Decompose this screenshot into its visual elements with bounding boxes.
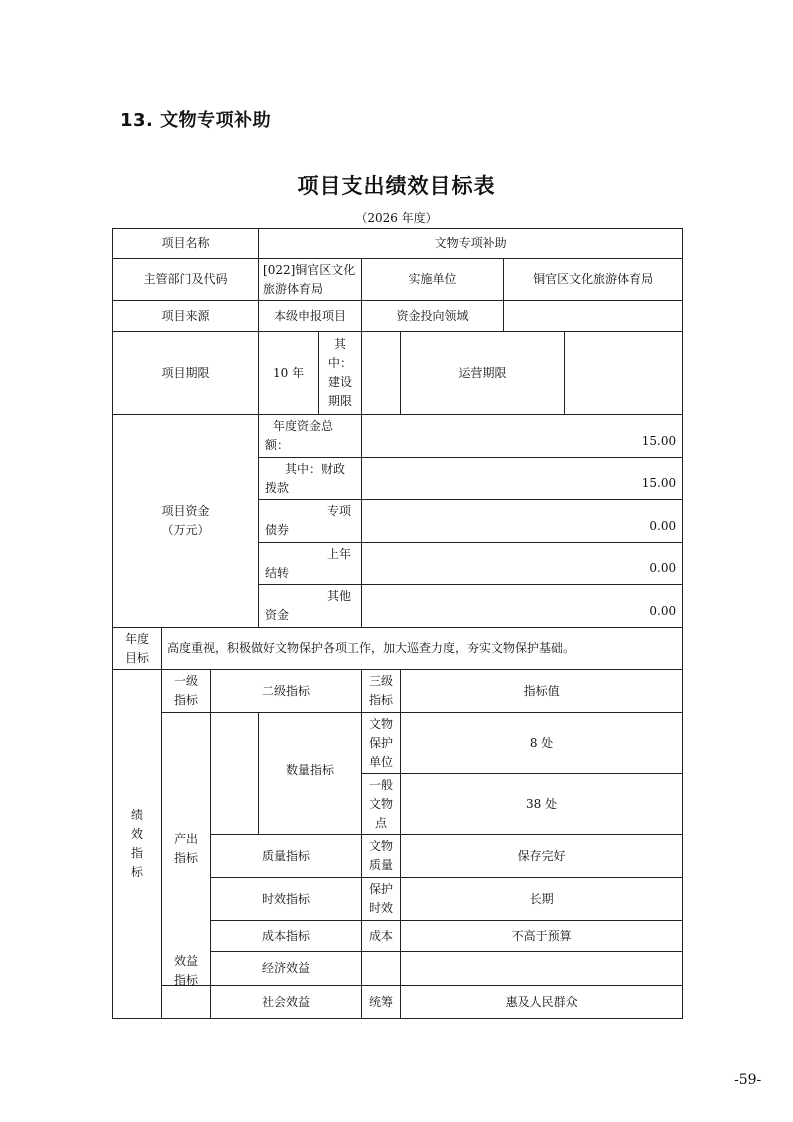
annual-goal-label-1: 年度 — [124, 631, 149, 646]
ops-label: 运营期限 — [401, 332, 565, 415]
cost-label: 成本指标 — [211, 921, 362, 952]
annual-goal-text: 高度重视，积极做好文物保护各项工作，加大巡查力度，夯实文物保护基础。 — [162, 628, 683, 670]
invest-label: 资金投向领域 — [362, 301, 504, 332]
q-item1-line1: 文物 — [369, 716, 394, 731]
header-level3 — [362, 670, 401, 713]
fund-item-value: 0.00 — [362, 500, 683, 543]
economic-item — [362, 952, 401, 986]
impl-value: 铜官区文化旅游体育局 — [504, 259, 683, 301]
fund-item-label-line1: 其他 — [327, 589, 352, 603]
build-period-value — [362, 332, 401, 415]
section-title: 13. 文物专项补助 — [120, 110, 272, 131]
social-item: 统筹 — [362, 986, 401, 1019]
header-level1-line2: 指标 — [173, 693, 198, 707]
time-value: 长期 — [401, 878, 683, 921]
header-level3-line1: 三级 — [369, 674, 394, 688]
quantity-label: 数量指标 — [259, 713, 362, 835]
performance-table — [112, 228, 683, 1019]
fund-item-label-line2: 结转 — [265, 565, 290, 580]
build-label-3: 建设 — [328, 375, 353, 389]
benefit-label-line1: 效益 — [173, 954, 198, 968]
row-project-name — [113, 229, 683, 259]
build-label-4: 期限 — [328, 394, 353, 408]
invest-value — [504, 301, 683, 332]
project-name-label: 项目名称 — [113, 229, 259, 259]
indicator-main-label-1: 绩 — [130, 808, 143, 822]
fund-item-label — [259, 415, 362, 458]
output-label — [162, 713, 211, 986]
cost-item: 成本 — [362, 921, 401, 952]
indicator-main-label-2: 效 — [130, 827, 143, 841]
header-level2: 二级指标 — [211, 670, 362, 713]
annual-goal-label — [113, 628, 162, 670]
project-name-value: 文物专项补助 — [259, 229, 683, 259]
q-item1-line3: 单位 — [369, 754, 394, 769]
fund-item-label-line1: 其中：财政 — [285, 461, 346, 476]
social-label: 社会效益 — [211, 986, 362, 1019]
q-item1 — [362, 713, 401, 774]
source-value: 本级申报项目 — [259, 301, 362, 332]
quality-item — [362, 835, 401, 878]
funds-label-text: 项目资金 — [161, 504, 210, 518]
time-item-line1: 保护 — [369, 882, 394, 896]
indicator-main-label — [113, 670, 162, 1019]
fund-item-value: 0.00 — [362, 543, 683, 585]
quality-item-line1: 文物 — [369, 839, 394, 853]
benefit-label-line2: 指标 — [173, 973, 198, 987]
fund-item-label-line2: 拨款 — [265, 480, 290, 495]
build-label-1: 其 — [334, 337, 347, 351]
q-item1-value: 8 处 — [401, 713, 683, 774]
fund-item-label — [259, 500, 362, 543]
row-funds-total — [113, 415, 683, 458]
q-item2 — [362, 774, 401, 835]
fund-item-label — [259, 458, 362, 500]
row-quantity-1 — [113, 713, 683, 774]
row-indicator-header — [113, 670, 683, 713]
fund-item-label-line1: 年度资金总 — [273, 419, 334, 433]
spacer-cell — [211, 713, 259, 835]
impl-label: 实施单位 — [362, 259, 504, 301]
period-value: 10 年 — [259, 332, 319, 415]
row-period — [113, 332, 683, 415]
header-level3-line2: 指标 — [369, 693, 394, 707]
dept-value — [259, 259, 362, 301]
fund-item-value: 15.00 — [362, 458, 683, 500]
funds-label — [113, 415, 259, 628]
indicator-main-label-3: 指 — [130, 846, 143, 860]
build-period-label — [319, 332, 362, 415]
dept-label: 主管部门及代码 — [113, 259, 259, 301]
fund-item-label — [259, 543, 362, 585]
row-source — [113, 301, 683, 332]
fund-item-label-line2: 资金 — [265, 608, 290, 622]
header-level1-line1: 一级 — [173, 674, 198, 688]
economic-value — [401, 952, 683, 986]
quality-item-line2: 质量 — [369, 858, 394, 872]
period-label: 项目期限 — [113, 332, 259, 415]
cost-value: 不高于预算 — [401, 921, 683, 952]
quality-label: 质量指标 — [211, 835, 362, 878]
fund-item-value: 15.00 — [362, 415, 683, 458]
source-label: 项目来源 — [113, 301, 259, 332]
q-item2-line1: 一般 — [369, 777, 394, 792]
social-value: 惠及人民群众 — [401, 986, 683, 1019]
document-title: 项目支出绩效目标表 — [297, 174, 496, 198]
row-department — [113, 259, 683, 301]
header-value: 指标值 — [401, 670, 683, 713]
dept-value-line1: [022]铜官区文化 — [263, 262, 356, 277]
header-level1 — [162, 670, 211, 713]
annual-goal-label-2: 目标 — [124, 650, 149, 665]
ops-value — [565, 332, 683, 415]
time-item-line2: 时效 — [369, 901, 394, 915]
page-number: -59- — [734, 1072, 762, 1088]
fund-item-label-line2: 债券 — [265, 523, 290, 537]
time-item — [362, 878, 401, 921]
row-annual-goal — [113, 628, 683, 670]
fund-item-value: 0.00 — [362, 585, 683, 628]
output-label-line1: 产出 — [173, 832, 198, 846]
time-label: 时效指标 — [211, 878, 362, 921]
fund-item-label-line1: 专项 — [327, 504, 352, 518]
q-item2-line2: 文物 — [369, 796, 394, 811]
q-item1-line2: 保护 — [369, 735, 394, 750]
economic-label: 经济效益 — [211, 952, 362, 986]
q-item2-line3: 点 — [375, 815, 388, 830]
quality-value: 保存完好 — [401, 835, 683, 878]
funds-unit-text: （万元） — [161, 523, 210, 537]
fund-item-label — [259, 585, 362, 628]
build-label-2: 中： — [328, 356, 353, 370]
year-label: （2026 年度） — [355, 211, 438, 225]
indicator-main-label-4: 标 — [130, 865, 143, 879]
dept-value-line2: 旅游体育局 — [263, 281, 324, 296]
fund-item-label-line1: 上年 — [327, 546, 352, 561]
q-item2-value: 38 处 — [401, 774, 683, 835]
row-social — [113, 986, 683, 1019]
benefit-label — [162, 954, 211, 1019]
output-label-line2: 指标 — [173, 851, 198, 865]
fund-item-label-line2: 额： — [265, 438, 290, 452]
